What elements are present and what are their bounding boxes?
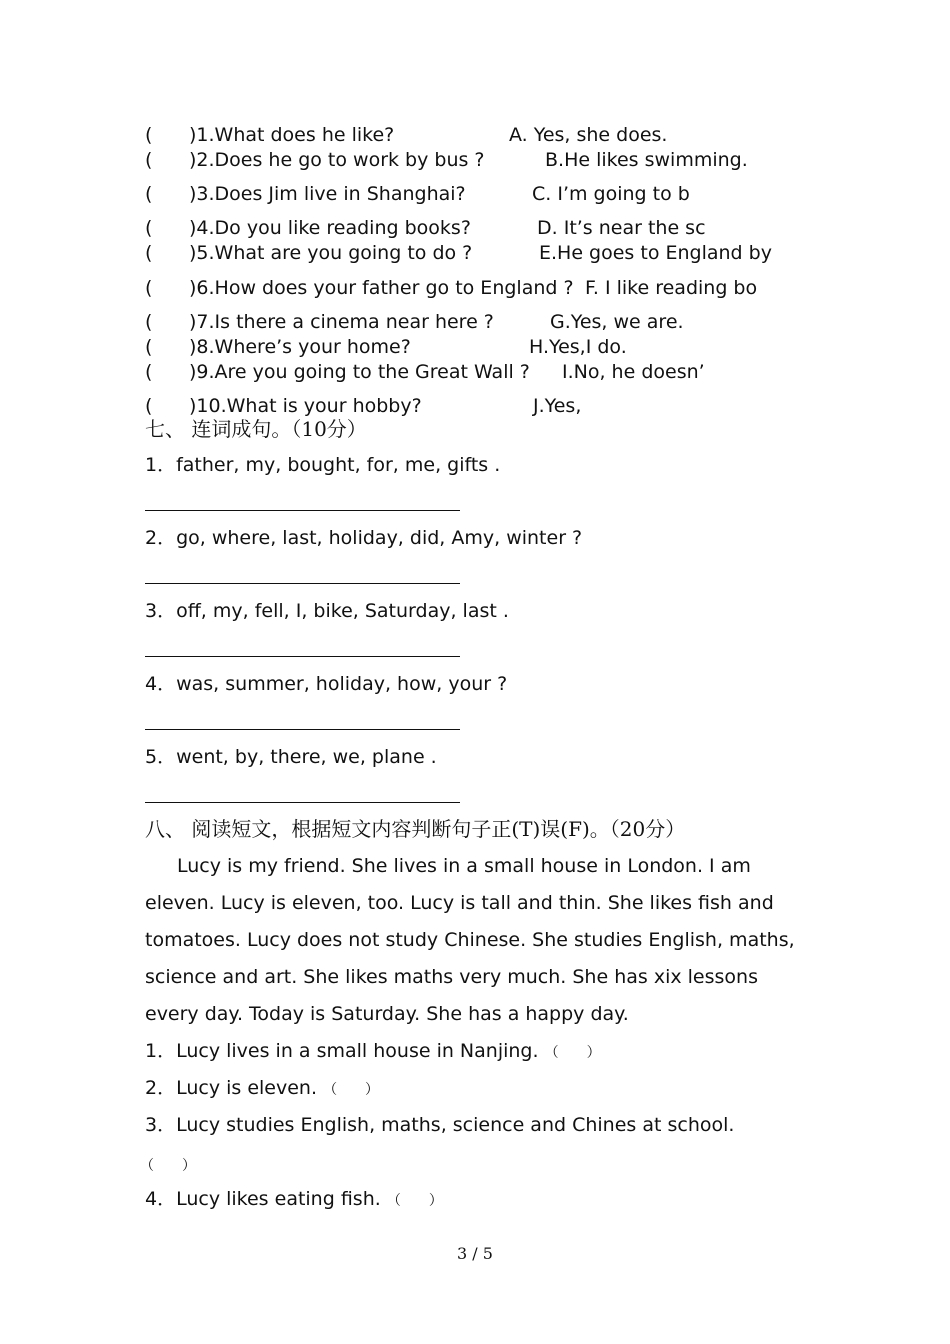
matching-row [145, 124, 845, 146]
answer-line[interactable] [145, 510, 460, 511]
section-heading: 八、 阅读短文，根据短文内容判断句子正(T)误(F)。（20分） [145, 817, 686, 841]
tf-blank[interactable]: （ ） [386, 1193, 443, 1209]
answer-line[interactable] [145, 802, 460, 803]
statement-row [145, 1190, 443, 1209]
matching-row [145, 183, 845, 205]
tf-blank[interactable]: （ ） [140, 1158, 196, 1174]
answer-option: I.No, he doesn’ [562, 361, 705, 383]
matching-row [145, 149, 845, 171]
matching-row [145, 395, 845, 417]
answer-option: E.He goes to England by [539, 242, 772, 264]
tf-blank[interactable]: （ ） [544, 1045, 601, 1061]
answer-paren: ( [145, 149, 153, 171]
answer-paren: ( [145, 183, 153, 205]
word-order-item: 4．was, summer, holiday, how, your ? [145, 673, 508, 695]
page-number: 3 / 5 [457, 1244, 493, 1263]
question-text: )8.Where’s your home? [189, 336, 411, 358]
answer-paren: ( [145, 242, 153, 264]
answer-paren: ( [145, 395, 153, 417]
answer-line[interactable] [145, 583, 460, 584]
question-text: )9.Are you going to the Great Wall ? [189, 361, 530, 383]
answer-paren: ( [145, 361, 153, 383]
statement-text: 3．Lucy studies English, maths, science and Chines at school. [145, 1114, 735, 1136]
statement-row [145, 1042, 601, 1061]
question-text: )7.Is there a cinema near here ? [189, 311, 494, 333]
statement-text: 2．Lucy is eleven. [145, 1077, 318, 1099]
statement-row [145, 1079, 379, 1098]
question-text: )10.What is your hobby? [189, 395, 422, 417]
question-text: )5.What are you going to do ? [189, 242, 473, 264]
matching-row [145, 336, 845, 358]
answer-line[interactable] [145, 729, 460, 730]
tf-blank[interactable]: （ ） [323, 1082, 380, 1098]
matching-row [145, 242, 845, 264]
reading-passage [145, 848, 805, 1033]
section-heading: 七、 连词成句。（10分） [145, 417, 367, 441]
answer-option: H.Yes,I do. [529, 336, 627, 358]
question-text: )6.How does your father go to England ? [189, 277, 574, 299]
matching-row [145, 217, 845, 239]
question-text: )2.Does he go to work by bus ? [189, 149, 485, 171]
statement-row [140, 1155, 196, 1174]
answer-paren: ( [145, 124, 153, 146]
answer-option: B.He likes swimming. [545, 149, 748, 171]
answer-option: D. It’s near the sc [537, 217, 706, 239]
answer-paren: ( [145, 277, 153, 299]
passage-text: Lucy is my friend. She lives in a small house in London. I am eleven. Lucy is eleven, too. Lucy is tall and thin. She likes fish and tomatoes. Lucy does not study Chinese. She studies English, maths, science and art. She likes maths very much. She has xix lessons every day. Today is Saturday. She has a happy day. [145, 855, 795, 1025]
word-order-item: 1．father, my, bought, for, me, gifts . [145, 454, 501, 476]
word-order-item: 3．off, my, fell, I, bike, Saturday, last . [145, 600, 509, 622]
answer-paren: ( [145, 336, 153, 358]
question-text: )3.Does Jim live in Shanghai? [189, 183, 466, 205]
answer-option: G.Yes, we are. [550, 311, 684, 333]
answer-paren: ( [145, 311, 153, 333]
word-order-item: 2．go, where, last, holiday, did, Amy, winter ? [145, 527, 583, 549]
statement-row [145, 1116, 734, 1135]
matching-row [145, 277, 845, 299]
statement-text: 4．Lucy likes eating fish. [145, 1188, 381, 1210]
statement-text: 1．Lucy lives in a small house in Nanjing. [145, 1040, 539, 1062]
question-text: )4.Do you like reading books? [189, 217, 471, 239]
answer-paren: ( [145, 217, 153, 239]
question-text: )1.What does he like? [189, 124, 395, 146]
answer-option: J.Yes, [533, 395, 582, 417]
matching-row [145, 311, 845, 333]
answer-line[interactable] [145, 656, 460, 657]
word-order-item: 5．went, by, there, we, plane . [145, 746, 437, 768]
answer-option: A. Yes, she does. [509, 124, 668, 146]
answer-option: C. I’m going to b [532, 183, 690, 205]
matching-row [145, 361, 845, 383]
answer-option: F. I like reading bo [585, 277, 758, 299]
